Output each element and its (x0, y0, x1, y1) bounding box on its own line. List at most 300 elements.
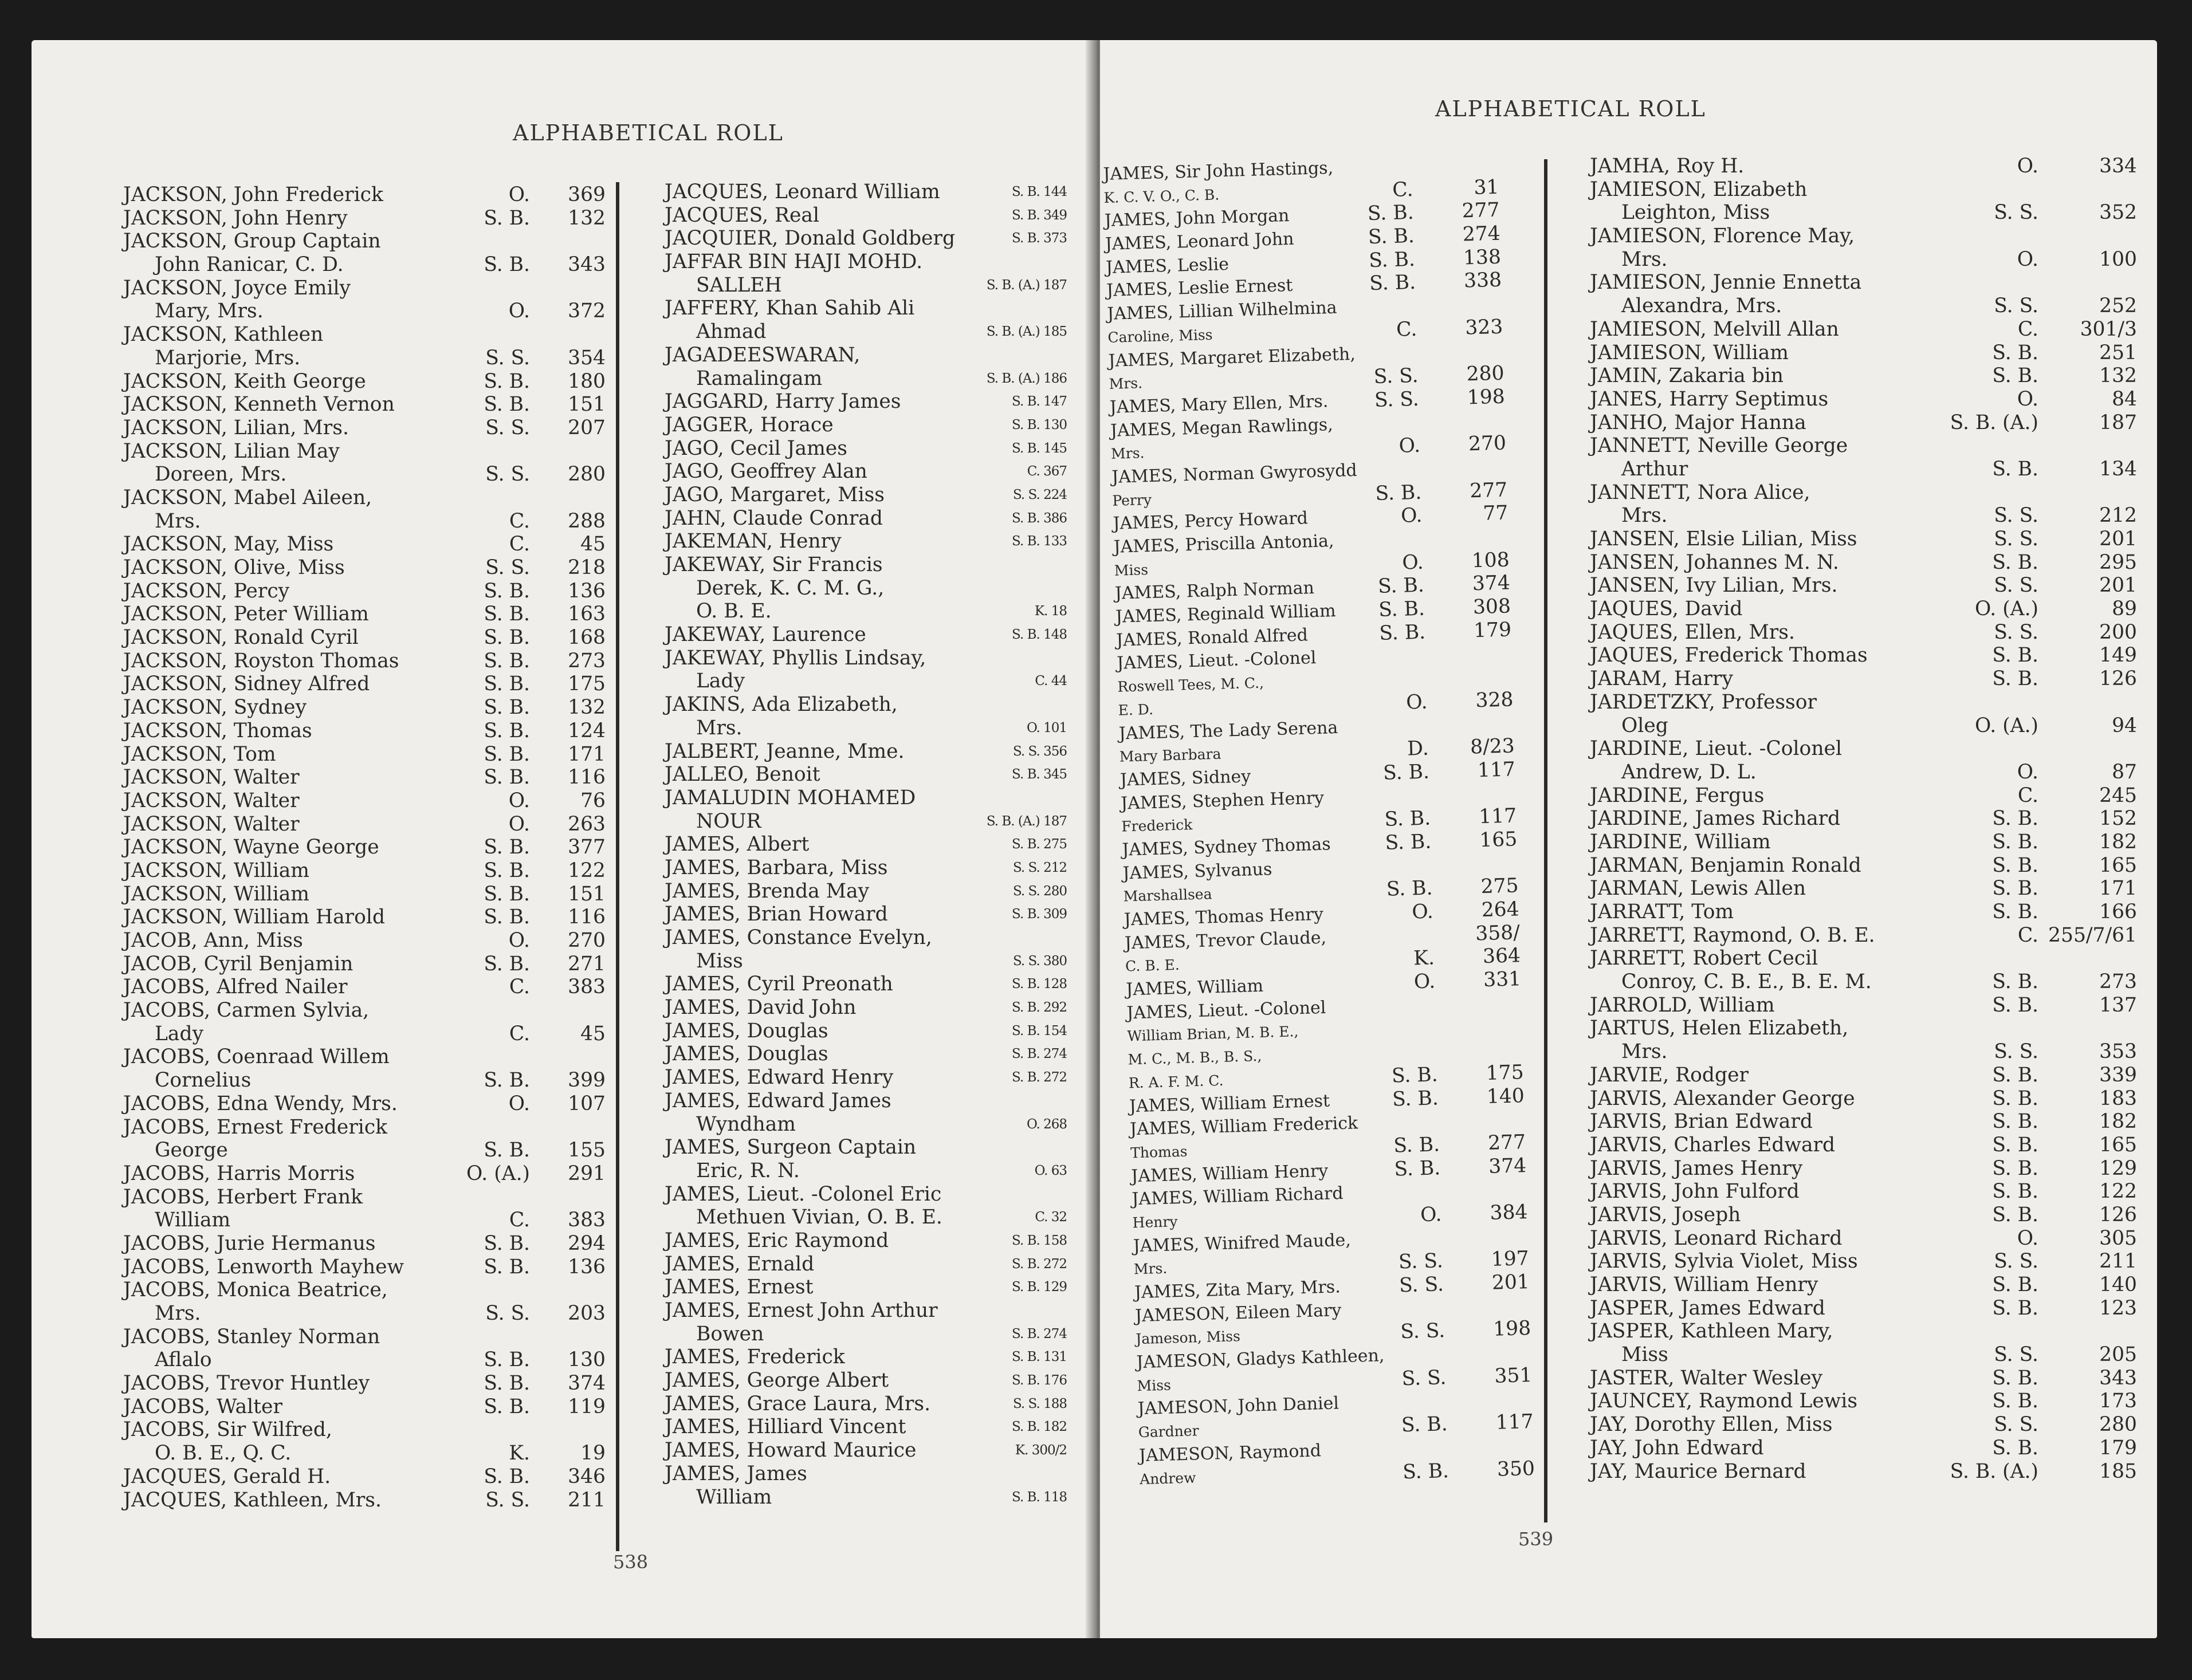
entry-name: JAMES, John Morgan (1104, 206, 1290, 231)
entry-name: JAKINS, Ada Elizabeth, (665, 693, 898, 717)
entry-name: JACOBS, Herbert Frank (123, 1185, 363, 1209)
entry-name: JAMES, Margaret Elizabeth, (1108, 344, 1356, 371)
entry-reference: 45 (580, 1022, 606, 1045)
entry-reference: 200 (2099, 620, 2137, 644)
entry-unit: O. 101 (1026, 720, 1067, 735)
entry-name: JAMES, Hilliard Vincent (665, 1415, 906, 1439)
entry-name: JAMES, Ronald Alfred (1115, 625, 1309, 651)
roll-entry (1590, 877, 2137, 900)
entry-reference: 264 (1481, 898, 1520, 922)
roll-entry (123, 1186, 639, 1209)
entry-reference: 151 (568, 882, 606, 906)
entry-name: JAMES, William Henry (1130, 1160, 1329, 1186)
entry-name: JANSEN, Elsie Lilian, Miss (1590, 528, 1857, 550)
roll-entry (123, 463, 639, 486)
entry-unit: S. S. (1994, 294, 2038, 318)
entry-name: Mrs. (1621, 504, 1668, 528)
entry-unit: S. B. (1377, 574, 1425, 599)
roll-entry (665, 1042, 1071, 1066)
entry-reference: 374 (568, 1372, 606, 1395)
roll-entry (123, 323, 639, 347)
entry-name: JAMESON, Gladys Kathleen, (1136, 1345, 1385, 1373)
entry-name: Bowen (696, 1322, 764, 1345)
entry-reference: 270 (568, 929, 606, 952)
entry-name: JAMES, Frederick (665, 1345, 845, 1369)
entry-name: JARDINE, James Richard (1590, 807, 1841, 831)
entry-name: Conroy, C. B. E., B. E. M. (1621, 970, 1872, 994)
entry-unit: S. B. (484, 766, 530, 789)
entry-name: Alexandra, Mrs. (1621, 294, 1782, 318)
roll-entry (1590, 667, 2137, 691)
entry-reference: 182 (2099, 830, 2137, 853)
entry-reference: 175 (568, 672, 606, 696)
entry-unit: S. B. (A.) (1950, 411, 2038, 434)
roll-entry (665, 1020, 1071, 1043)
entry-unit: C. (509, 533, 530, 556)
entry-reference: 124 (568, 719, 606, 742)
entry-reference: 136 (568, 579, 606, 603)
roll-entry (665, 670, 1071, 693)
entry-reference: 123 (2099, 1296, 2137, 1320)
entry-unit: S. B. (1992, 1087, 2038, 1110)
entry-reference: 117 (1495, 1410, 1534, 1434)
entry-unit: O. (2017, 247, 2038, 271)
entry-reference: 384 (1490, 1200, 1528, 1225)
roll-entry (665, 553, 1071, 577)
entry-name: JAQUES, David (1590, 597, 1743, 621)
roll-entry (123, 672, 639, 696)
entry-name: JAMES, Ralph Norman (1114, 578, 1315, 604)
entry-name: JAMES, Constance Evelyn, (665, 926, 932, 949)
roll-entry (1590, 1087, 2137, 1111)
entry-name: NOUR (696, 809, 761, 833)
entry-reference: 353 (2099, 1040, 2137, 1064)
entry-unit: S. B. 130 (1012, 417, 1067, 432)
entry-name: E. D. (1118, 701, 1154, 719)
roll-entry (123, 603, 639, 626)
roll-entry (1590, 1320, 2137, 1343)
entry-reference: 280 (1466, 361, 1505, 386)
entry-name: Lady (696, 670, 745, 693)
entry-name: JAMES, David John (665, 996, 857, 1020)
entry-reference: 100 (2099, 247, 2137, 271)
entry-reference: 84 (2112, 387, 2137, 411)
entry-unit: K. (1413, 946, 1435, 970)
entry-unit: S. B. (1992, 644, 2038, 667)
entry-name: Mrs. (1621, 247, 1668, 271)
roll-entry (665, 1089, 1071, 1113)
entry-unit: S. B. (484, 1232, 530, 1255)
entry-name: JACOBS, Stanley Norman (123, 1325, 380, 1348)
entry-unit: S. B. (484, 952, 530, 975)
entry-name: M. C., M. B., B. S., (1128, 1047, 1262, 1068)
entry-name: JACKSON, William (123, 859, 310, 882)
entry-name: JAMES, William Richard (1132, 1183, 1344, 1210)
roll-entry (123, 416, 639, 440)
entry-unit: S. S. (485, 556, 530, 579)
entry-unit: O. (A.) (466, 1162, 530, 1185)
entry-reference: 323 (1464, 315, 1503, 340)
roll-entry (1590, 1390, 2137, 1413)
entry-unit: S. B. (1992, 1390, 2038, 1413)
entry-name: JACOBS, Ernest Frederick (123, 1115, 388, 1139)
entry-reference: 201 (1491, 1270, 1530, 1295)
entry-unit: S. S. (1398, 1249, 1444, 1274)
entry-name: JAMES, Winifred Maude, (1133, 1230, 1352, 1256)
entry-reference: 19 (580, 1442, 606, 1465)
entry-unit: S. B. (1386, 876, 1433, 901)
entry-name: JAMES, Reginald William (1115, 601, 1337, 627)
entry-name: O. B. E., Q. C. (155, 1442, 292, 1465)
entry-reference: 116 (568, 766, 606, 789)
entry-reference: 346 (568, 1465, 606, 1488)
entry-reference: 331 (1483, 967, 1522, 992)
roll-entry (123, 1092, 639, 1116)
entry-name: JAFFAR BIN HAJI MOHD. (665, 250, 923, 274)
entry-unit: S. S. 224 (1012, 487, 1067, 502)
roll-entry (123, 486, 639, 510)
entry-reference: 275 (1480, 874, 1519, 899)
entry-reference: 308 (1472, 595, 1511, 619)
entry-unit: S. B. (A.) (1950, 1459, 2038, 1483)
entry-name: JAMES, Norman Gwyrosydd (1111, 460, 1358, 487)
entry-name: JAMES, Sir John Hastings, (1103, 158, 1334, 184)
entry-name: JANSEN, Johannes M. N. (1590, 550, 1839, 574)
entry-name: JARRETT, Raymond, O. B. E. (1590, 923, 1875, 947)
roll-entry (665, 297, 1071, 320)
roll-entry (1590, 1250, 2137, 1273)
entry-reference: 280 (2099, 1413, 2137, 1437)
entry-unit: O. (1400, 503, 1423, 528)
entry-unit: S. B. (A.) 187 (986, 813, 1067, 829)
entry-unit: S. B. 345 (1012, 767, 1067, 782)
entry-name: JAGO, Cecil James (665, 436, 847, 460)
entry-unit: O. (508, 1092, 530, 1115)
entry-name: Thomas (1130, 1143, 1188, 1162)
entry-name: JAMES, Edward James (665, 1089, 891, 1112)
entry-name: O. B. E. (696, 600, 772, 623)
entry-reference: 173 (2099, 1390, 2137, 1413)
roll-entry (123, 1045, 639, 1069)
entry-reference: 277 (1469, 478, 1508, 502)
entry-unit: S. S. (485, 416, 530, 439)
entry-unit: O. (2017, 760, 2038, 784)
entry-name: Marjorie, Mrs. (155, 346, 301, 369)
entry-unit: C. 44 (1035, 674, 1067, 689)
entry-name: JARVIS, Leonard Richard (1590, 1226, 1843, 1250)
entry-name: JAHN, Claude Conrad (665, 506, 883, 530)
entry-name: JACKSON, Percy (123, 579, 290, 603)
entry-reference: 201 (2099, 574, 2137, 597)
entry-unit: S. B. (1369, 271, 1416, 296)
entry-unit: S. S. (1373, 364, 1419, 389)
entry-unit: S. S. (1994, 1413, 2038, 1437)
roll-entry (123, 230, 639, 253)
entry-reference: 151 (568, 393, 606, 416)
roll-entry (123, 859, 639, 883)
roll-entry (665, 880, 1071, 903)
roll-entry (1590, 714, 2137, 738)
entry-reference: 185 (2099, 1459, 2137, 1483)
roll-entry (1590, 1227, 2137, 1250)
entry-name: JAGO, Geoffrey Alan (665, 460, 867, 483)
entry-name: John Ranicar, C. D. (155, 253, 344, 277)
roll-entry (123, 906, 639, 929)
entry-name: JACKSON, Sidney Alfred (123, 672, 370, 696)
entry-unit: S. B. (1992, 853, 2038, 877)
roll-entry (1590, 271, 2137, 294)
entry-reference: 8/23 (1470, 734, 1515, 759)
entry-name: JAMES, Surgeon Captain (665, 1136, 917, 1159)
entry-name: Miss (696, 949, 743, 973)
entry-unit: S. S. 380 (1012, 953, 1067, 969)
roll-entry (1590, 551, 2137, 575)
entry-reference: 343 (2099, 1366, 2137, 1390)
entry-unit: O. (1411, 900, 1434, 924)
entry-unit: O. (1405, 690, 1428, 714)
entry-name: JAMES, Brenda May (665, 879, 870, 903)
roll-entry (665, 973, 1071, 996)
entry-reference: 198 (1492, 1317, 1531, 1341)
entry-name: JANES, Harry Septimus (1590, 387, 1829, 411)
entry-unit: S. B. (1385, 830, 1432, 855)
roll-entry (123, 556, 639, 580)
entry-name: JAMIESON, Elizabeth (1590, 178, 1808, 201)
entry-name: JARMAN, Benjamin Ronald (1590, 853, 1861, 877)
entry-name: JACKSON, John Frederick (123, 183, 383, 206)
entry-unit: S. B. (1401, 1413, 1448, 1437)
entry-name: JAMES, James (665, 1462, 807, 1485)
roll-entry (123, 813, 639, 836)
entry-name: JAMES, The Lady Serena (1118, 717, 1338, 744)
entry-name: JACOBS, Carmen Sylvia, (123, 999, 370, 1022)
entry-unit: S. S. (1994, 1343, 2038, 1367)
entry-reference: 31 (1473, 175, 1499, 199)
right-page (1100, 40, 2157, 1638)
entry-unit: S. B. (1992, 877, 2038, 900)
entry-name: JAMES, William Frederick (1129, 1113, 1358, 1140)
roll-entry (1590, 1367, 2137, 1390)
entry-unit: K. (509, 1442, 530, 1465)
entry-reference: 211 (2099, 1250, 2137, 1273)
roll-entry (665, 1299, 1071, 1323)
entry-unit: C. (509, 1022, 530, 1045)
entry-reference: 374 (1488, 1154, 1527, 1178)
entry-name: JAMES, Priscilla Antonia, (1113, 530, 1334, 557)
entry-name: Miss (1114, 561, 1149, 579)
roll-entry (1590, 574, 2137, 597)
entry-reference: 352 (2099, 201, 2137, 225)
entry-name: JACOBS, Walter (123, 1395, 282, 1418)
entry-unit: S. B. 386 (1012, 510, 1067, 526)
roll-entry (1590, 900, 2137, 924)
entry-unit: S. B. (484, 672, 530, 696)
entry-unit: S. B. (1992, 830, 2038, 853)
entry-unit: S. B. (484, 626, 530, 650)
entry-unit: S. B. 128 (1012, 977, 1067, 992)
roll-entry (123, 1116, 639, 1139)
roll-entry (665, 227, 1071, 250)
entry-name: JANSEN, Ivy Lilian, Mrs. (1590, 574, 1838, 597)
entry-name: JAMES, Leslie Ernest (1106, 276, 1293, 301)
entry-name: JAMES, Brian Howard (665, 903, 888, 926)
roll-entry (665, 786, 1071, 810)
entry-name: JAMESON, John Daniel (1137, 1393, 1339, 1419)
entry-name: JAMIN, Zakaria bin (1590, 364, 1784, 388)
entry-name: JACKSON, Kathleen (123, 323, 324, 347)
entry-name: JALLEO, Benoit (665, 763, 820, 786)
entry-reference: 255/7/61 (2048, 923, 2137, 947)
entry-reference: 369 (568, 183, 606, 206)
entry-unit: S. B. 292 (1012, 1000, 1067, 1016)
entry-reference: 140 (2099, 1273, 2137, 1296)
roll-entry (123, 696, 639, 719)
entry-unit: S. B. (1992, 1366, 2038, 1390)
roll-entry (123, 789, 639, 813)
entry-unit: S. S. (1399, 1273, 1444, 1297)
roll-entry (665, 763, 1071, 786)
entry-name: JAMES, William Ernest (1129, 1091, 1330, 1116)
entry-name: JACOBS, Jurie Hermanus (123, 1232, 376, 1255)
entry-name: Caroline, Miss (1107, 326, 1213, 346)
entry-reference: 211 (568, 1488, 606, 1512)
roll-entry (665, 274, 1071, 297)
roll-entry (1590, 807, 2137, 831)
entry-unit: S. B. (484, 719, 530, 742)
roll-entry (123, 1069, 639, 1092)
entry-name: Ahmad (696, 320, 767, 344)
entry-reference: 305 (2099, 1226, 2137, 1250)
entry-name: JACKSON, Tom (123, 742, 276, 766)
entry-reference: 351 (1494, 1363, 1533, 1388)
entry-reference: 89 (2112, 597, 2137, 621)
roll-entry (665, 903, 1071, 926)
entry-reference: 338 (1463, 269, 1502, 293)
entry-name: JARVIS, Brian Edward (1590, 1110, 1813, 1134)
entry-name: JACKSON, William Harold (123, 906, 386, 929)
entry-name: Eric, R. N. (696, 1159, 800, 1182)
entry-name: JAMESON, Eileen Mary (1134, 1300, 1342, 1326)
entry-unit: S. B. (1378, 597, 1425, 621)
roll-entry (123, 440, 639, 463)
roll-entry (1590, 1273, 2137, 1297)
entry-name: JASPER, James Edward (1590, 1296, 1825, 1320)
entry-reference: 130 (568, 1348, 606, 1372)
entry-name: JACKSON, Keith George (123, 369, 366, 393)
roll-entry (665, 1206, 1071, 1229)
entry-name: JAMES, Eric Raymond (665, 1229, 889, 1252)
entry-unit: S. B. 147 (1012, 394, 1067, 410)
entry-reference: 294 (568, 1232, 606, 1255)
entry-unit: O. (1420, 1203, 1443, 1227)
roll-entry (665, 483, 1071, 507)
entry-name: Henry (1132, 1213, 1178, 1232)
roll-entry (665, 437, 1071, 461)
entry-name: JAY, John Edward (1590, 1436, 1764, 1459)
roll-entry (1590, 994, 2137, 1017)
roll-entry (123, 1442, 639, 1465)
entry-name: JAMIESON, William (1590, 341, 1789, 364)
entry-name: Mary Barbara (1119, 745, 1221, 765)
roll-entry (123, 533, 639, 556)
roll-entry (665, 856, 1071, 880)
roll-entry (665, 600, 1071, 623)
entry-unit: C. 32 (1035, 1210, 1067, 1225)
entry-reference: 76 (580, 789, 606, 812)
entry-unit: S. B. (1393, 1133, 1440, 1158)
entry-name: JAMALUDIN MOHAMED (665, 786, 916, 809)
entry-name: JAKEWAY, Laurence (665, 623, 866, 647)
entry-unit: S. B. (1992, 667, 2038, 691)
entry-name: JAMES, Douglas (665, 1042, 828, 1066)
roll-entry (123, 1022, 639, 1046)
entry-unit: S. B. (484, 1372, 530, 1395)
entry-name: JACKSON, Lilian May (123, 439, 340, 463)
entry-unit: S. B. 129 (1012, 1280, 1067, 1295)
entry-reference: 132 (568, 206, 606, 230)
entry-unit: S. S. (1400, 1319, 1445, 1344)
entry-unit: S. B. (1402, 1459, 1449, 1484)
entry-name: JACKSON, Thomas (123, 719, 312, 742)
roll-entry (665, 1323, 1071, 1346)
entry-name: JAMES, Ernest (665, 1276, 814, 1299)
entry-unit: O. 268 (1026, 1116, 1067, 1132)
entry-unit: S. B. (1992, 1273, 2038, 1296)
entry-unit: S. B. (1384, 806, 1431, 831)
entry-name: William (155, 1209, 231, 1232)
entry-name: JAMES, Leonard John (1105, 229, 1294, 255)
roll-entry (665, 577, 1071, 600)
entry-reference: 198 (1467, 385, 1506, 410)
entry-unit: S. B. (1992, 1296, 2038, 1320)
entry-reference: 108 (1471, 548, 1510, 572)
entry-unit: S. B. (1992, 1063, 2038, 1087)
entry-unit: C. (2017, 923, 2038, 947)
entry-name: JAGGER, Horace (665, 413, 834, 436)
entry-name: Mrs. (696, 716, 743, 739)
entry-reference: 277 (1462, 199, 1500, 223)
entry-unit: S. S. (485, 1488, 530, 1512)
entry-name: JACKSON, Mabel Aileen, (123, 486, 372, 509)
entry-reference: 122 (2099, 1180, 2137, 1203)
entry-unit: S. S. (1994, 201, 2038, 225)
entry-reference: 358/ (1475, 920, 1521, 946)
entry-name: JAMESON, Raymond (1138, 1441, 1322, 1466)
roll-entry (1590, 970, 2137, 994)
roll-entry (1590, 178, 2137, 202)
entry-name: JAMES, Leslie (1105, 254, 1229, 278)
entry-reference: 182 (2099, 1110, 2137, 1134)
entry-reference: 132 (568, 696, 606, 719)
roll-entry (1590, 1157, 2137, 1181)
entry-reference: 175 (1486, 1060, 1525, 1085)
entry-reference: 252 (2099, 294, 2137, 318)
entry-reference: 343 (568, 253, 606, 277)
roll-entry (1590, 1110, 2137, 1134)
entry-reference: 212 (2099, 504, 2137, 528)
entry-name: JAMES, Cyril Preonath (665, 973, 893, 996)
entry-unit: S. B. (1368, 224, 1415, 249)
entry-name: JAGO, Margaret, Miss (665, 483, 885, 506)
roll-entry (665, 530, 1071, 553)
entry-name: Miss (1621, 1343, 1668, 1367)
roll-entry (123, 1489, 639, 1512)
entry-name: JAMES, Megan Rawlings, (1110, 414, 1334, 441)
roll-entry (123, 510, 639, 533)
entry-unit: S. B. (484, 649, 530, 672)
entry-unit: S. B. (1992, 1110, 2038, 1134)
entry-name: JAMIESON, Jennie Ennetta (1590, 271, 1862, 294)
